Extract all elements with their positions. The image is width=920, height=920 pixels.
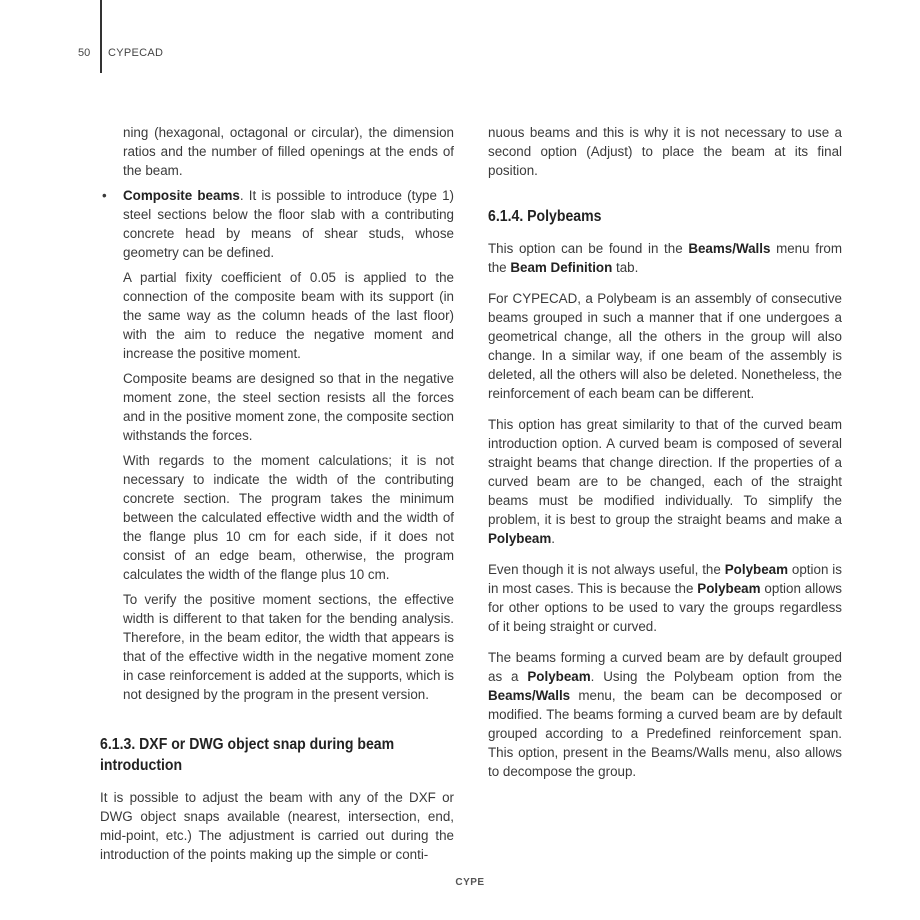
paragraph: For CYPECAD, a Polybeam is an assembly of consecutive beams grouped in such a manner that if one undergoes a geometrical change, all the others in the group will also change. In a similar way, if one beam of the assembly is deleted, all the others will also be deleted. Nonetheless, the reinforcement of each beam can be different. [488, 291, 842, 401]
paragraph: With regards to the moment calculations; it is not necessary to indicate the width of the contributing concrete section. The program takes the minimum between the calculated effective width and the width of the flange plus 10 cm for each side, if it does not consist of an edge beam, otherwise, the program calculates the width of the flange plus 10 cm. [123, 453, 454, 582]
footer-brand: CYPE [455, 877, 485, 888]
paragraph: This option has great similarity to that of the curved beam introduction option. A curved beam is composed of several straight beams that change direction. If the properties of a curved beam are to be changed, each of the straight beams must be modified individually. To simplify the problem, it is best to group the straight beams and make a Polybeam. [488, 417, 842, 546]
paragraph: A partial fixity coefficient of 0.05 is applied to the connection of the composite beam with its support (in the same way as the column heads of the last floor) with the aim to reduce the negative moment and increase the positive moment. [123, 270, 454, 361]
right-column [488, 123, 842, 793]
paragraph: To verify the positive moment sections, the effective width is different to that taken for the bending analysis. Therefore, in the beam editor, the width that appears is that of the effective width in the negative moment zone in case reinforcement is added at the supports, which is not designed by the program in the present version. [123, 592, 454, 702]
running-title: CYPECAD [108, 47, 164, 59]
section-heading: 6.1.3. DXF or DWG object snap during beam introduction [100, 736, 395, 774]
bullet-icon: • [102, 188, 107, 203]
paragraph: This option can be found in the Beams/Walls menu from the Beam Definition tab. [488, 241, 842, 275]
paragraph: Even though it is not always useful, the Polybeam option is in most cases. This is because the Polybeam option allows for other options to be used to vary the groups regardless of it being straight or curved. [488, 562, 843, 634]
paragraph: Composite beams are designed so that in the negative moment zone, the steel section resists all the forces and in the positive moment zone, the composite section withstands the forces. [123, 371, 454, 443]
page-number: 50 [78, 47, 91, 59]
left-column [100, 123, 454, 876]
paragraph: It is possible to adjust the beam with any of the DXF or DWG object snaps available (nearest, intersection, end, mid-point, etc.) The adjustment is carried out during the introduction of the points making up the simple or conti- [100, 790, 454, 862]
paragraph: The beams forming a curved beam are by default grouped as a Polybeam. Using the Polybeam option from the Beams/Walls menu, the beam can be decomposed or modified. The beams forming a curved beam are by default grouped according to a Predefined reinforcement span. This option, present in the Beams/Walls menu, also allows to decompose the group. [488, 650, 842, 779]
header-rule [100, 0, 102, 73]
bullet-item: • Composite beams. It is possible to introduce (type 1) steel sections below the floor slab with a contributing concrete head by means of shear studs, whose geometry can be defined. [102, 188, 454, 260]
paragraph: nuous beams and this is why it is not necessary to use a second option (Adjust) to place the beam at its final position. [488, 125, 842, 178]
section-heading: 6.1.4. Polybeams [488, 208, 602, 225]
paragraph: ning (hexagonal, octagonal or circular), the dimension ratios and the number of filled openings at the ends of the beam. [123, 125, 454, 178]
